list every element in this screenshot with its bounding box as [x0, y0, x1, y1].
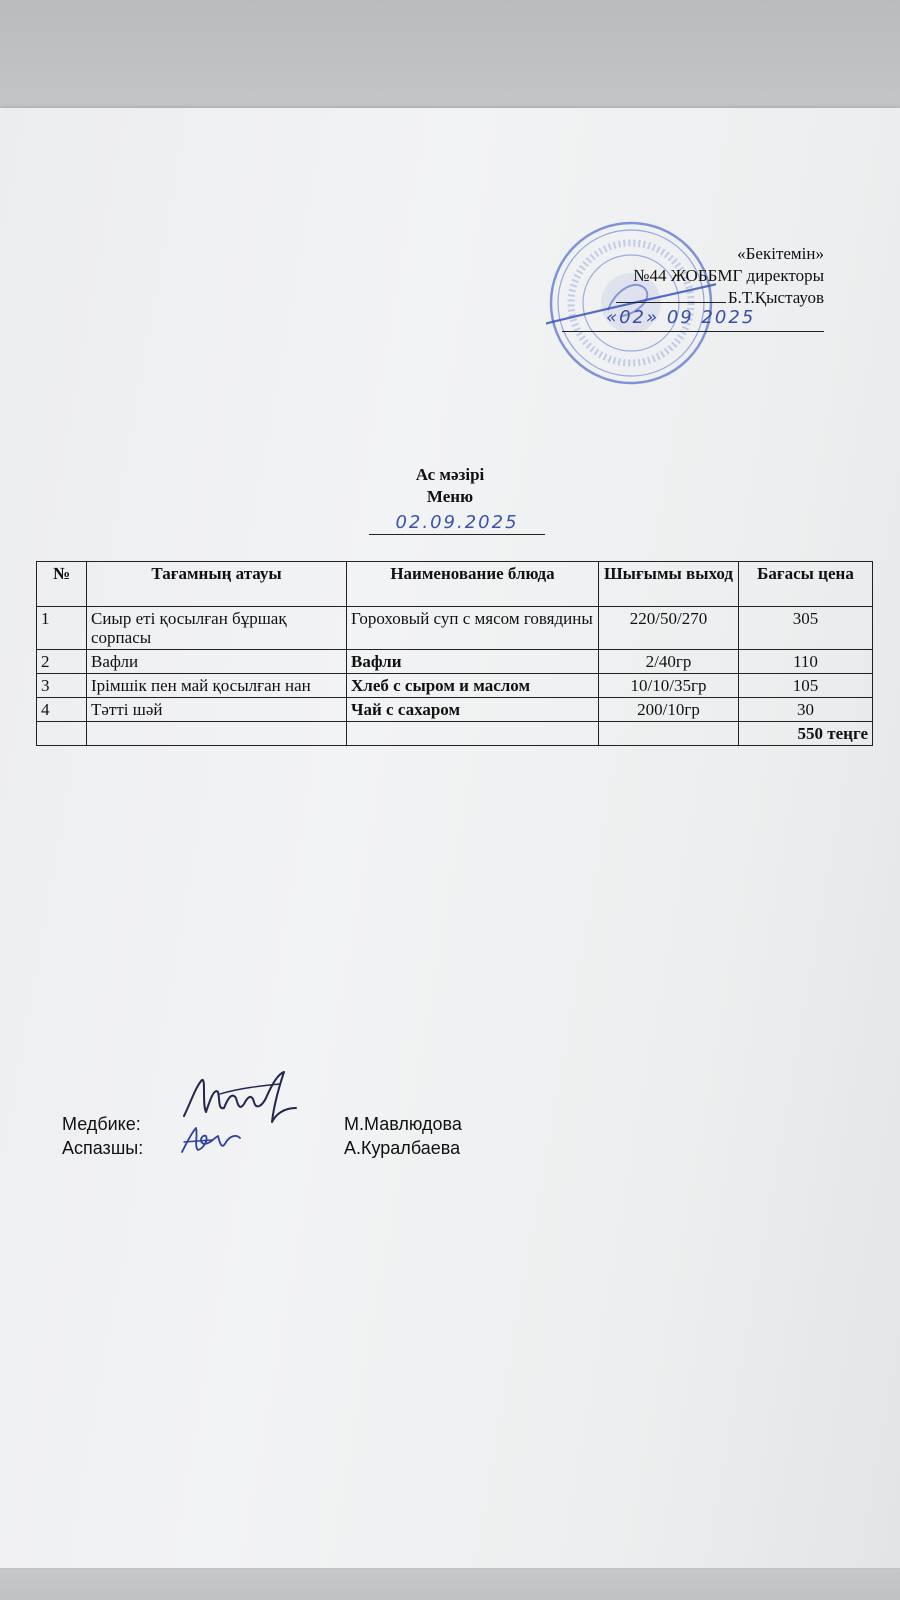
cell-price: 305: [739, 607, 873, 650]
cell-empty: [599, 722, 739, 746]
cell-num: 2: [37, 650, 87, 674]
cook-name: А.Куралбаева: [344, 1138, 461, 1158]
cell-num: 1: [37, 607, 87, 650]
approval-block: [534, 243, 824, 332]
header-price: Бағасы цена: [739, 562, 873, 607]
signature-line: [616, 288, 726, 303]
cell-price: 105: [739, 674, 873, 698]
title-kazakh: Ас мәзірі: [415, 465, 485, 484]
approval-position: №44 ЖОББМГ директоры: [633, 266, 824, 285]
cell-num: 3: [37, 674, 87, 698]
menu-handwritten-date: 02.09.2025: [369, 512, 545, 535]
header-yield: Шығымы выход: [599, 562, 739, 607]
director-name: Б.Т.Қыстауов: [727, 288, 824, 307]
cell-yield: 220/50/270: [599, 607, 739, 650]
nurse-name: М.Мавлюдова: [344, 1114, 462, 1134]
cell-name-ru: Чай с сахаром: [347, 698, 599, 722]
cell-name-ru: Гороховый суп с мясом говядины: [347, 607, 599, 650]
cook-signature: [178, 1120, 248, 1160]
cell-price: 30: [739, 698, 873, 722]
cell-empty: [87, 722, 347, 746]
table-header-row: [37, 562, 873, 607]
header-name-kz: Тағамның атауы: [87, 562, 347, 607]
approval-title: «Бекітемін»: [737, 244, 824, 263]
cell-name-ru: Вафли: [347, 650, 599, 674]
cook-role: Аспазшы:: [62, 1138, 144, 1158]
cell-price: 110: [739, 650, 873, 674]
title-russian: Меню: [426, 487, 474, 506]
menu-table: [36, 561, 873, 746]
cell-empty: [37, 722, 87, 746]
cell-name-kz: Вафли: [87, 650, 347, 674]
approval-director: [534, 287, 824, 309]
table-row: [37, 698, 873, 722]
table-row: [37, 650, 873, 674]
header-num: №: [37, 562, 87, 607]
cell-total: 550 теңге: [739, 722, 873, 746]
cell-num: 4: [37, 698, 87, 722]
approval-handwritten-date: «02» 09 2025: [606, 307, 756, 328]
cell-yield: 200/10гр: [599, 698, 739, 722]
cell-name-kz: Сиыр еті қосылған бұршақ сорпасы: [87, 607, 347, 650]
signature-row-cook: [62, 1136, 562, 1160]
cell-yield: 10/10/35гр: [599, 674, 739, 698]
page-title: [0, 464, 900, 508]
nurse-role: Медбике:: [62, 1114, 141, 1134]
cell-name-kz: Тәтті шәй: [87, 698, 347, 722]
signature-row-nurse: [62, 1112, 562, 1136]
table-row: [37, 674, 873, 698]
signatures-block: [62, 1112, 562, 1160]
table-total-row: [37, 722, 873, 746]
header-name-ru: Наименование блюда: [347, 562, 599, 607]
cell-yield: 2/40гр: [599, 650, 739, 674]
cell-empty: [347, 722, 599, 746]
table-row: [37, 607, 873, 650]
cell-name-ru: Хлеб с сыром и маслом: [347, 674, 599, 698]
cell-name-kz: Ірімшік пен май қосылған нан: [87, 674, 347, 698]
